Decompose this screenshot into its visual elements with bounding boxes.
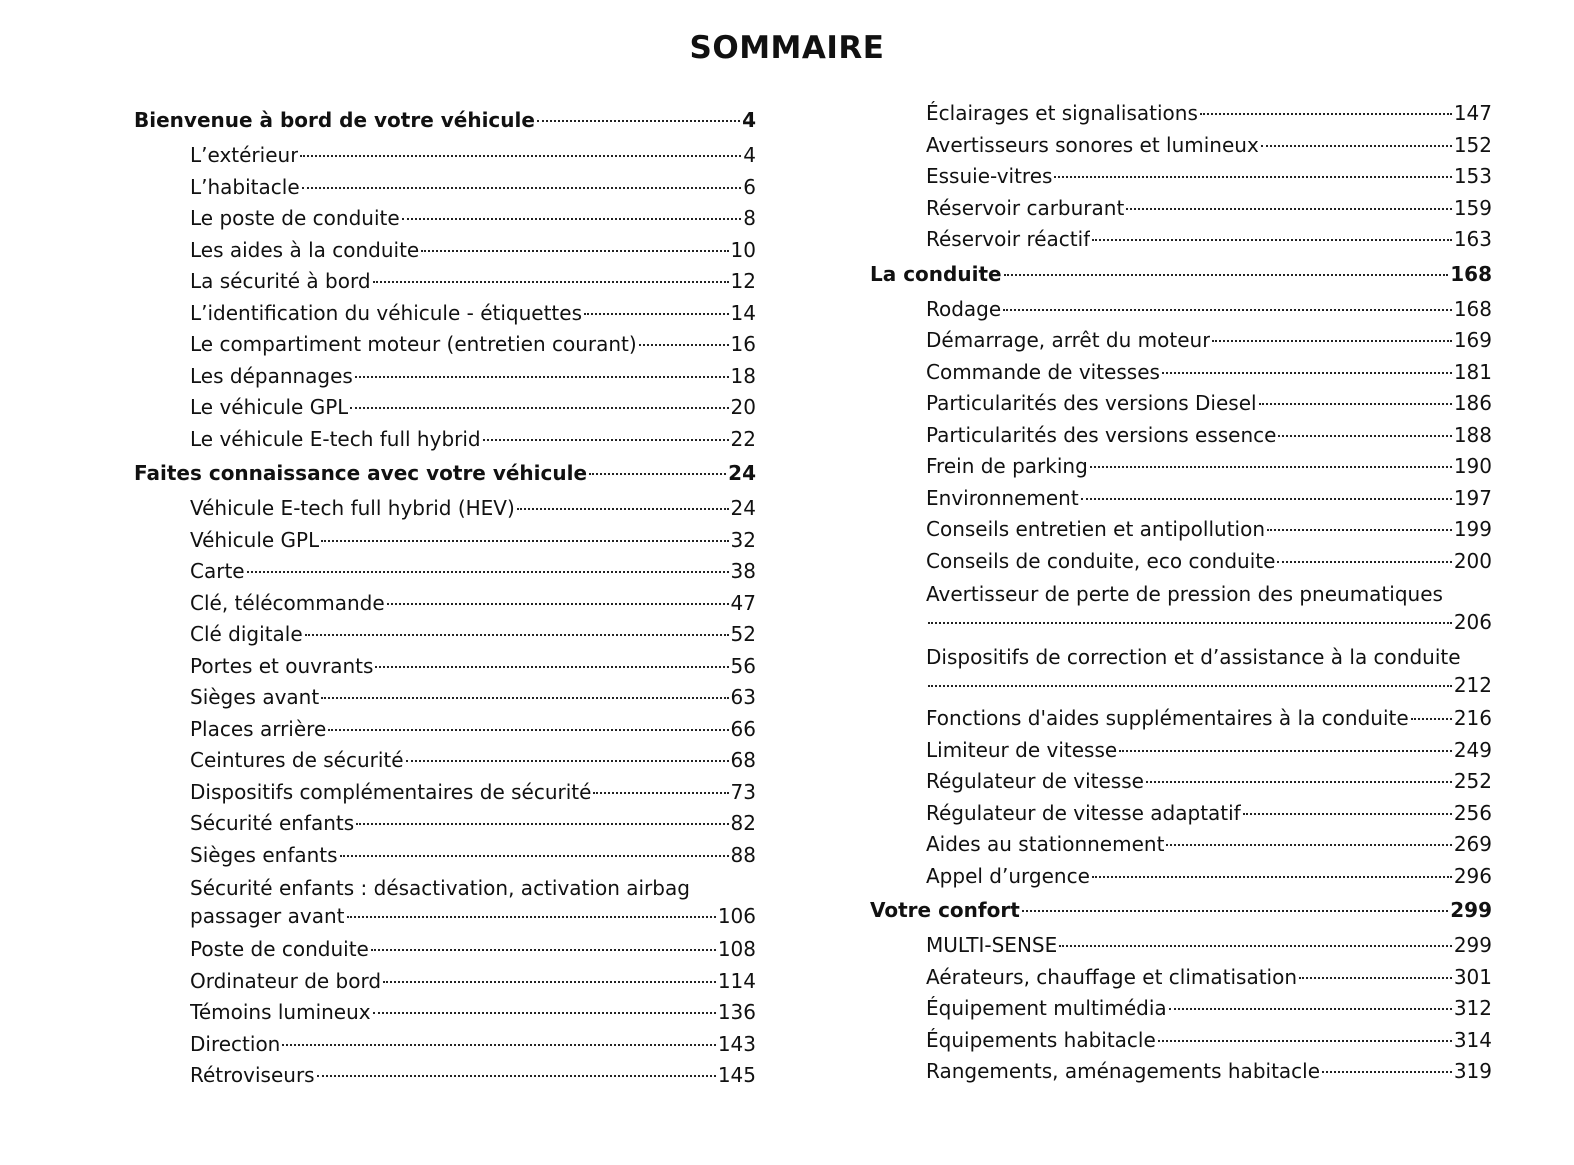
toc-section[interactable] — [134, 105, 756, 143]
toc-entry-continuation — [926, 608, 1492, 636]
toc-entry[interactable] — [870, 227, 1492, 259]
toc-entry-label: Places arrière — [190, 716, 327, 741]
toc-entry[interactable] — [134, 1032, 756, 1064]
toc-entry[interactable] — [134, 301, 756, 333]
dot-leader — [1158, 1040, 1452, 1042]
dot-leader — [1212, 340, 1451, 342]
toc-entry-label: Sièges enfants — [190, 842, 338, 867]
dot-leader — [1411, 718, 1452, 720]
toc-entry-label: Rodage — [926, 296, 1002, 321]
toc-entry[interactable] — [134, 175, 756, 207]
toc-page-number: 299 — [1453, 933, 1492, 957]
dot-leader — [589, 473, 726, 475]
toc-entry-label: Régulateur de vitesse adaptatif — [926, 800, 1241, 825]
toc-entry-continuation — [190, 902, 756, 930]
toc-column-right — [870, 101, 1492, 1091]
toc-entry[interactable] — [870, 738, 1492, 770]
toc-page-number: 188 — [1453, 422, 1492, 447]
dot-leader — [1166, 844, 1451, 846]
toc-entry[interactable] — [134, 559, 756, 591]
toc-entry[interactable] — [870, 933, 1492, 965]
toc-page-number: 32 — [730, 527, 756, 552]
toc-entry-label: Régulateur de vitesse — [926, 769, 1144, 793]
toc-entry[interactable] — [134, 206, 756, 238]
dot-leader — [1090, 466, 1452, 468]
dot-leader — [1259, 403, 1452, 405]
toc-page-number: 106 — [717, 904, 756, 928]
toc-page-number: 68 — [730, 748, 756, 772]
toc-page-number: 169 — [1453, 328, 1492, 352]
toc-page-number: 216 — [1453, 706, 1492, 730]
dot-leader — [593, 792, 728, 794]
dot-leader — [1022, 910, 1448, 912]
dot-leader — [305, 634, 729, 636]
toc-entry[interactable] — [134, 748, 756, 780]
toc-page-number: 206 — [1453, 610, 1492, 634]
toc-entry[interactable] — [134, 717, 756, 749]
dot-leader — [321, 697, 728, 699]
dot-leader — [1278, 435, 1451, 437]
dot-leader — [328, 729, 728, 731]
toc-page-number: 296 — [1453, 863, 1492, 888]
toc-entry-label: Rangements, aménagements habitacle — [926, 1059, 1321, 1083]
toc-page-number: 199 — [1453, 517, 1492, 541]
toc-entry[interactable] — [870, 1028, 1492, 1060]
toc-page-number: 108 — [717, 937, 756, 961]
toc-page-number: 88 — [730, 842, 756, 867]
toc-page-number: 200 — [1453, 548, 1492, 573]
toc-entry[interactable] — [870, 297, 1492, 329]
dot-leader — [1003, 309, 1452, 311]
toc-entry[interactable] — [870, 1059, 1492, 1091]
toc-section-label: Faites connaissance avec votre véhicule — [134, 461, 588, 485]
toc-page-number: 22 — [730, 426, 756, 451]
dot-leader — [1081, 498, 1452, 500]
toc-entry[interactable] — [870, 832, 1492, 864]
toc-entry[interactable] — [870, 769, 1492, 801]
dot-leader — [639, 344, 729, 346]
toc-entry[interactable] — [134, 269, 756, 301]
dot-leader — [1299, 977, 1452, 979]
dot-leader — [1092, 239, 1452, 241]
dot-leader — [340, 855, 729, 857]
toc-column-left — [134, 105, 756, 1095]
toc-entry[interactable] — [134, 528, 756, 560]
dot-leader — [1059, 945, 1452, 947]
dot-leader — [1243, 813, 1452, 815]
dot-leader — [1004, 274, 1449, 276]
dot-leader — [1126, 208, 1452, 210]
toc-entry-label: Direction — [190, 1031, 281, 1056]
dot-leader — [321, 540, 728, 542]
toc-entry-label: Les aides à la conduite — [190, 237, 420, 262]
toc-page-number: 145 — [717, 1063, 756, 1087]
toc-page-number: 143 — [717, 1031, 756, 1056]
toc-entry-label: Portes et ouvrants — [190, 653, 374, 678]
toc-page-number: 20 — [730, 395, 756, 419]
dot-leader — [406, 760, 729, 762]
toc-page-number: 212 — [1453, 673, 1492, 697]
toc-entry-continuation — [926, 671, 1492, 699]
toc-page-number: 197 — [1453, 485, 1492, 510]
toc-page-number: 4 — [742, 108, 756, 132]
dot-leader — [355, 376, 729, 378]
toc-page-number: 47 — [730, 590, 756, 615]
toc-page-number: 6 — [743, 174, 756, 199]
toc-entry[interactable] — [134, 622, 756, 654]
dot-leader — [1261, 145, 1452, 147]
toc-page-number: 153 — [1453, 164, 1492, 188]
toc-page-number: 24 — [730, 496, 756, 520]
toc-entry[interactable] — [134, 811, 756, 843]
toc-entry-label: Poste de conduite — [190, 937, 369, 961]
toc-page-number: 136 — [717, 1000, 756, 1024]
toc-entry[interactable] — [870, 196, 1492, 228]
toc-page-number: 168 — [1453, 296, 1492, 321]
toc-entry-label: Éclairages et signalisations — [926, 101, 1198, 125]
toc-section[interactable] — [870, 895, 1492, 933]
toc-section-label: Bienvenue à bord de votre véhicule — [134, 108, 535, 132]
dot-leader — [1092, 876, 1452, 878]
toc-entry-label: Le compartiment moteur (entretien courant) — [190, 332, 637, 356]
toc-entry[interactable] — [134, 874, 756, 930]
toc-entry-label: Appel d’urgence — [926, 863, 1090, 888]
dot-leader — [402, 218, 742, 220]
toc-entry-label: Dispositifs de correction et d’assistance à la conduite — [926, 645, 1461, 669]
toc-entry-label: Fonctions d'aides supplémentaires à la conduite — [926, 706, 1409, 730]
toc-entry[interactable] — [134, 843, 756, 875]
toc-entry-label: Équipements habitacle — [926, 1027, 1156, 1052]
dot-leader — [356, 823, 728, 825]
toc-entry[interactable] — [870, 706, 1492, 738]
toc-entry-label: Conseils entretien et antipollution — [926, 517, 1266, 541]
toc-page-number: 299 — [1450, 898, 1492, 922]
toc-entry[interactable] — [134, 364, 756, 396]
dot-leader — [387, 603, 729, 605]
toc-page-number: 16 — [730, 332, 756, 356]
toc-entry-label: Frein de parking — [926, 454, 1088, 478]
toc-page-number: 56 — [730, 653, 756, 678]
toc-entry-label: La sécurité à bord — [190, 269, 371, 293]
toc-entry-label: Aérateurs, chauffage et climatisation — [926, 964, 1298, 989]
toc-entry-label: Ordinateur de bord — [190, 968, 382, 993]
dot-leader — [584, 313, 729, 315]
toc-page-number: 8 — [743, 206, 756, 230]
toc-entry-label: L’identification du véhicule - étiquettes — [190, 300, 583, 325]
toc-entry-label: Particularités des versions Diesel — [926, 391, 1257, 415]
toc-page-number: 147 — [1453, 101, 1492, 125]
toc-entry-label: L’extérieur — [190, 143, 299, 167]
toc-page-number: 314 — [1453, 1027, 1492, 1052]
toc-section[interactable] — [134, 458, 756, 496]
toc-entry[interactable] — [870, 423, 1492, 455]
dot-leader — [1146, 781, 1452, 783]
toc-page-number: 152 — [1453, 132, 1492, 157]
toc-entry[interactable] — [134, 969, 756, 1001]
toc-page-number: 256 — [1453, 800, 1492, 825]
dot-leader — [282, 1044, 715, 1046]
toc-page-number: 252 — [1453, 769, 1492, 793]
toc-entry-label: Clé, télécommande — [190, 590, 385, 615]
toc-entry[interactable] — [134, 143, 756, 175]
toc-entry[interactable] — [870, 164, 1492, 196]
dot-leader — [247, 571, 729, 573]
toc-page-number: 269 — [1453, 832, 1492, 856]
toc-entry[interactable] — [870, 133, 1492, 165]
toc-section-label: La conduite — [870, 261, 1002, 286]
toc-entry-label: Aides au stationnement — [926, 832, 1165, 856]
toc-entry[interactable] — [134, 332, 756, 364]
dot-leader — [373, 281, 729, 283]
toc-entry-label: Véhicule E-tech full hybrid (HEV) — [190, 496, 515, 520]
toc-entry-label: Avertisseur de perte de pression des pneumatiques — [926, 582, 1443, 606]
toc-page-number: 18 — [730, 363, 756, 388]
toc-entry-label: Carte — [190, 559, 245, 583]
toc-entry-label: Avertisseurs sonores et lumineux — [926, 132, 1259, 157]
toc-entry[interactable] — [870, 864, 1492, 896]
toc-entry[interactable] — [134, 395, 756, 427]
toc-page-number: 66 — [730, 716, 756, 741]
toc-entry[interactable] — [134, 591, 756, 623]
dot-leader — [421, 250, 728, 252]
toc-entry-label: Limiteur de vitesse — [926, 737, 1118, 762]
toc-entry[interactable] — [134, 238, 756, 270]
page-title: SOMMAIRE — [689, 30, 885, 66]
toc-page-number: 319 — [1453, 1059, 1492, 1083]
toc-entry-label: MULTI-SENSE — [926, 933, 1058, 957]
dot-leader — [928, 685, 1452, 687]
dot-leader — [1277, 561, 1451, 563]
toc-entry[interactable] — [870, 101, 1492, 133]
toc-entry-label: Le véhicule E-tech full hybrid — [190, 426, 481, 451]
toc-page-number: 24 — [728, 461, 756, 485]
toc-entry-label: Rétroviseurs — [190, 1063, 315, 1087]
toc-entry-label: L’habitacle — [190, 174, 300, 199]
toc-entry[interactable] — [134, 685, 756, 717]
toc-entry-label: Témoins lumineux — [190, 1000, 371, 1024]
toc-entry[interactable] — [134, 1063, 756, 1095]
toc-entry[interactable] — [134, 496, 756, 528]
toc-entry-label: Véhicule GPL — [190, 527, 320, 552]
toc-entry[interactable] — [134, 937, 756, 969]
toc-entry[interactable] — [870, 965, 1492, 997]
dot-leader — [517, 508, 729, 510]
toc-entry-label: Conseils de conduite, eco conduite — [926, 548, 1276, 573]
toc-entry[interactable] — [134, 654, 756, 686]
toc-entry-label: Environnement — [926, 485, 1079, 510]
toc-page-number: 73 — [730, 779, 756, 804]
toc-page-number: 82 — [730, 811, 756, 835]
toc-page-number: 63 — [730, 685, 756, 709]
toc-entry[interactable] — [870, 328, 1492, 360]
toc-page-number: 10 — [730, 237, 756, 262]
toc-page-number: 186 — [1453, 391, 1492, 415]
toc-page-number: 163 — [1453, 227, 1492, 251]
dot-leader — [1054, 176, 1451, 178]
dot-leader — [928, 622, 1452, 624]
toc-entry-label: Réservoir réactif — [926, 227, 1091, 251]
toc-section[interactable] — [870, 259, 1492, 297]
toc-page-number: 114 — [717, 968, 756, 993]
toc-entry-label: Le véhicule GPL — [190, 395, 349, 419]
toc-entry-label: Le poste de conduite — [190, 206, 400, 230]
toc-entry[interactable] — [134, 780, 756, 812]
dot-leader — [300, 155, 741, 157]
dot-leader — [1267, 529, 1452, 531]
toc-entry[interactable] — [870, 996, 1492, 1028]
toc-entry[interactable] — [870, 580, 1492, 636]
toc-page-number: 38 — [730, 559, 756, 583]
toc-entry-label: Démarrage, arrêt du moteur — [926, 328, 1211, 352]
toc-entry[interactable] — [870, 517, 1492, 549]
toc-entry-label: Sièges avant — [190, 685, 320, 709]
dot-leader — [347, 916, 716, 918]
toc-page-number: 249 — [1453, 737, 1492, 762]
dot-leader — [1200, 113, 1452, 115]
toc-section-label: Votre confort — [870, 898, 1020, 922]
dot-leader — [1169, 1008, 1452, 1010]
toc-page-number: 159 — [1453, 195, 1492, 220]
toc-entry-label: Les dépannages — [190, 363, 353, 388]
toc-entry-label: Commande de vitesses — [926, 359, 1160, 384]
toc-page-number: 190 — [1453, 454, 1492, 478]
toc-page-number: 181 — [1453, 359, 1492, 384]
dot-leader — [317, 1075, 716, 1077]
toc-entry-label: Ceintures de sécurité — [190, 748, 404, 772]
toc-entry[interactable] — [870, 801, 1492, 833]
toc-entry-label: Sécurité enfants : désactivation, activation airbag — [190, 876, 690, 900]
toc-page-number: 12 — [730, 269, 756, 293]
toc-entry[interactable] — [870, 643, 1492, 699]
toc-page-number: 14 — [730, 300, 756, 325]
toc-page-number: 52 — [730, 622, 756, 646]
dot-leader — [383, 981, 716, 983]
toc-entry-label-cont: passager avant — [190, 904, 345, 928]
toc-entry-label: Sécurité enfants — [190, 811, 355, 835]
toc-entry-label: Équipement multimédia — [926, 996, 1167, 1020]
toc-entry[interactable] — [870, 454, 1492, 486]
dot-leader — [483, 439, 729, 441]
toc-page-number: 312 — [1453, 996, 1492, 1020]
toc-page-number: 168 — [1450, 261, 1492, 286]
toc-entry[interactable] — [134, 427, 756, 459]
dot-leader — [350, 407, 728, 409]
toc-entry[interactable] — [134, 1000, 756, 1032]
dot-leader — [537, 120, 740, 122]
toc-entry[interactable] — [870, 391, 1492, 423]
dot-leader — [1119, 750, 1452, 752]
toc-entry[interactable] — [870, 549, 1492, 581]
dot-leader — [1162, 372, 1452, 374]
dot-leader — [1322, 1071, 1452, 1073]
toc-page-number: 4 — [743, 143, 756, 167]
dot-leader — [371, 949, 716, 951]
toc-entry-label: Clé digitale — [190, 622, 303, 646]
dot-leader — [302, 187, 742, 189]
dot-leader — [373, 1012, 716, 1014]
toc-entry[interactable] — [870, 486, 1492, 518]
toc-entry-label: Réservoir carburant — [926, 195, 1125, 220]
toc-entry-label: Dispositifs complémentaires de sécurité — [190, 779, 592, 804]
toc-entry-label: Particularités des versions essence — [926, 422, 1277, 447]
dot-leader — [375, 666, 728, 668]
toc-page-number: 301 — [1453, 964, 1492, 989]
toc-entry[interactable] — [870, 360, 1492, 392]
toc-entry-label: Essuie-vitres — [926, 164, 1053, 188]
